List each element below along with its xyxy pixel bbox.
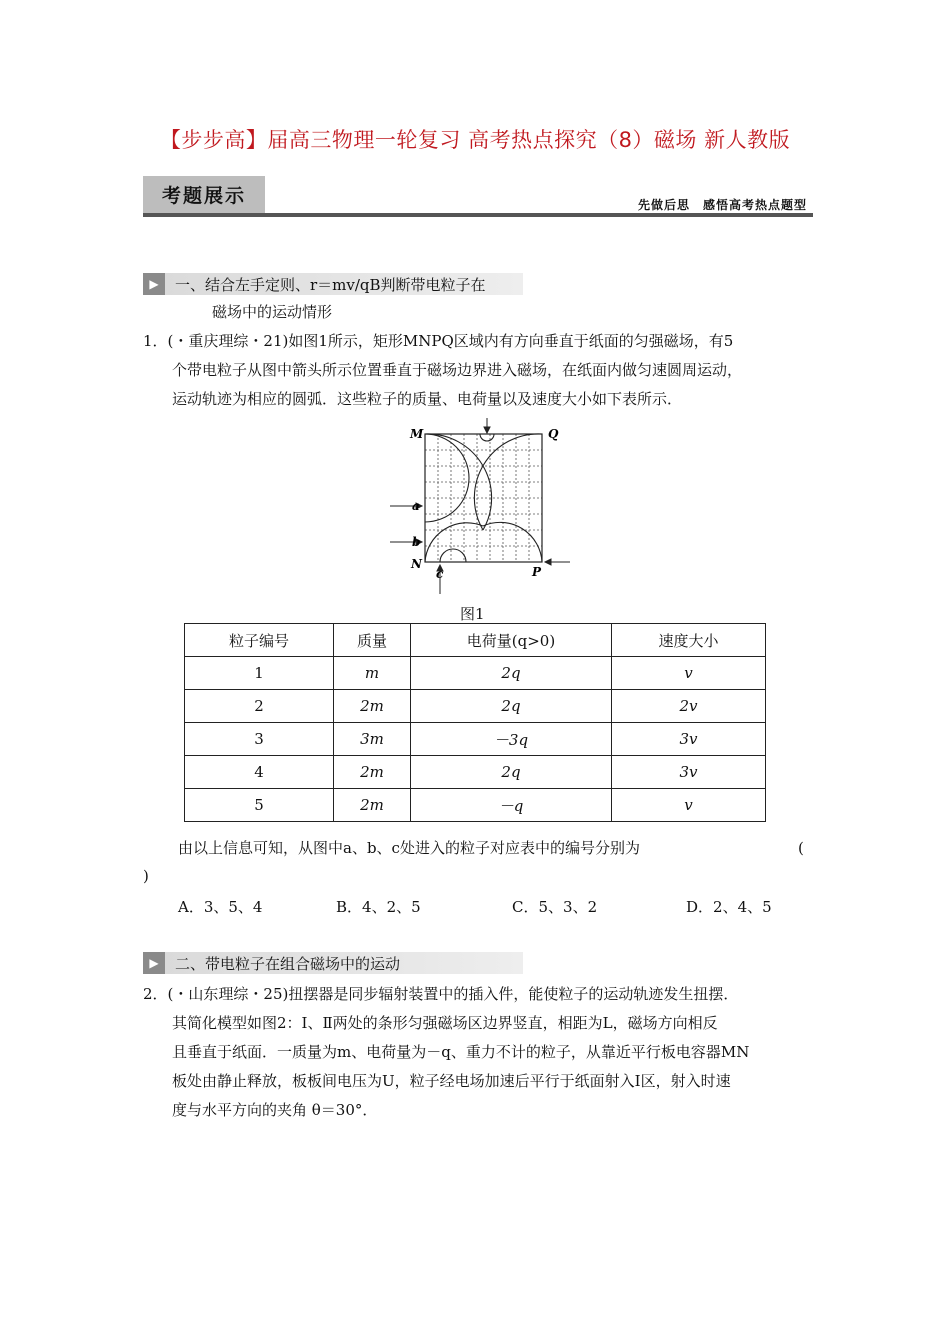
label-n: N <box>411 557 422 571</box>
option-b: B．4、2、5 <box>336 898 421 916</box>
section-heading-1-text: 一、结合左手定则、r＝mv/qB判断带电粒子在 <box>175 275 486 294</box>
table-cell: 3m <box>334 723 411 756</box>
label-p: P <box>532 565 542 579</box>
table-cell: 1 <box>185 657 334 690</box>
table-cell: 3v <box>612 723 766 756</box>
table-header: 速度大小 <box>612 624 766 657</box>
banner-rule <box>143 213 813 217</box>
table-cell: 3v <box>612 756 766 789</box>
label-b: b <box>412 535 421 549</box>
label-a: a <box>412 499 420 513</box>
document-title: 【步步高】届高三物理一轮复习 高考热点探究（8）磁场 新人教版 <box>159 128 791 152</box>
table-cell: 2m <box>334 756 411 789</box>
banner-subtitle: 先做后思 感悟高考热点题型 <box>637 198 807 212</box>
table-row <box>185 756 766 789</box>
play-arrow-icon: ▶ <box>143 273 165 295</box>
section-heading-2 <box>143 952 523 974</box>
table-row <box>185 723 766 756</box>
table-header-row <box>185 624 766 657</box>
banner-tab: 考题展示 <box>143 176 265 213</box>
table-header: 质量 <box>334 624 411 657</box>
table-row <box>185 789 766 822</box>
figure-1-caption: 图1 <box>460 605 485 623</box>
option-c: C．5、3、2 <box>512 898 598 916</box>
q2-line-2: 其简化模型如图2：Ⅰ、Ⅱ两处的条形匀强磁场区边界竖直，相距为L，磁场方向相反 <box>172 1014 718 1032</box>
q2-line-4: 板处由静止释放，板板间电压为U，粒子经电场加速后平行于纸面射入Ⅰ区，射入时速 <box>172 1072 731 1090</box>
table-cell: 2v <box>612 690 766 723</box>
table-cell: －q <box>411 789 612 822</box>
q2-line-3: 且垂直于纸面．一质量为m、电荷量为－q、重力不计的粒子，从靠近平行板电容器MN <box>172 1043 750 1061</box>
section-heading-1-cont: 磁场中的运动情形 <box>212 303 333 321</box>
table-row <box>185 690 766 723</box>
answer-paren-open: ( <box>798 839 804 857</box>
table-cell: 2m <box>334 690 411 723</box>
q2-line-5: 度与水平方向的夹角 θ＝30°． <box>172 1101 378 1119</box>
table-cell: 2 <box>185 690 334 723</box>
particle-table <box>184 623 766 822</box>
play-arrow-icon: ▶ <box>143 952 165 974</box>
section-heading-2-text: 二、带电粒子在组合磁场中的运动 <box>175 954 401 973</box>
table-header: 粒子编号 <box>185 624 334 657</box>
table-cell: 3 <box>185 723 334 756</box>
table-cell: 2q <box>411 690 612 723</box>
q1-line-2: 个带电粒子从图中箭头所示位置垂直于磁场边界进入磁场，在纸面内做匀速圆周运动， <box>172 361 743 379</box>
q1-line-1: 1．(・重庆理综・21)如图1所示，矩形MNPQ区域内有方向垂直于纸面的匀强磁场，有5 <box>143 332 734 350</box>
table-header: 电荷量(q>0) <box>411 624 612 657</box>
label-m: M <box>410 427 424 441</box>
table-cell: －3q <box>411 723 612 756</box>
q1-question: 由以上信息可知，从图中a、b、c处进入的粒子对应表中的编号分别为 <box>178 839 640 857</box>
table-cell: m <box>334 657 411 690</box>
table-cell: 2q <box>411 756 612 789</box>
option-a: A．3、5、4 <box>178 898 263 916</box>
table-cell: 4 <box>185 756 334 789</box>
label-c: c <box>436 567 444 581</box>
table-cell: 2m <box>334 789 411 822</box>
figure-grid <box>425 434 542 562</box>
section-banner <box>143 176 813 220</box>
table-cell: v <box>612 789 766 822</box>
table-cell: v <box>612 657 766 690</box>
table-cell: 5 <box>185 789 334 822</box>
option-d: D．2、4、5 <box>686 898 772 916</box>
figure-1-diagram <box>380 418 580 598</box>
q1-line-3: 运动轨迹为相应的圆弧．这些粒子的质量、电荷量以及速度大小如下表所示． <box>172 390 683 408</box>
section-heading-1 <box>143 273 523 295</box>
answer-paren-close: ) <box>143 867 149 885</box>
label-q: Q <box>548 427 559 441</box>
q2-line-1: 2．(・山东理综・25)扭摆器是同步辐射装置中的插入件，能使粒子的运动轨迹发生扭摆． <box>143 985 739 1003</box>
table-cell: 2q <box>411 657 612 690</box>
table-row <box>185 657 766 690</box>
